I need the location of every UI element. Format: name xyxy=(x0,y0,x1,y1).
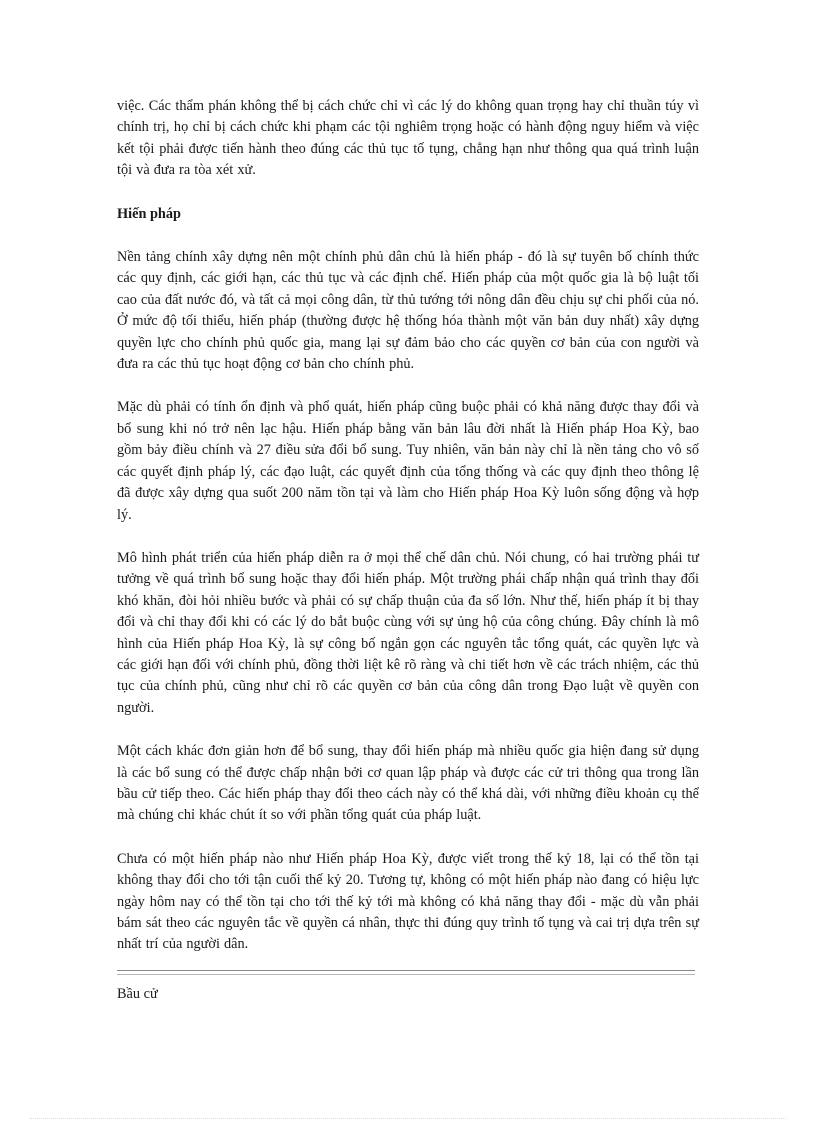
page-bottom-border xyxy=(30,1118,786,1119)
document-page xyxy=(117,96,699,1005)
paragraph-1: Nền tảng chính xây dựng nên một chính phủ dân chủ là hiến pháp - đó là sự tuyên bố chính thức các quy định, các giới hạn, các thủ tục và các định chế. Hiến pháp của một quốc gia là bộ luật tối cao của đất nước đó, và tất cả mọi công dân, từ thủ tướng tới nông dân đều chịu sự chi phối của nó. Ở mức độ tối thiểu, hiến pháp (thường được hệ thống hóa thành một văn bản duy nhất) xây dựng quyền lực cho chính phủ quốc gia, mang lại sự đảm bảo cho các quyền cơ bản của con người và đưa ra các thủ tục hoạt động cơ bản cho chính phủ. xyxy=(117,249,699,373)
horizontal-divider xyxy=(117,970,695,975)
paragraph-5: Chưa có một hiến pháp nào như Hiến pháp Hoa Kỳ, được viết trong thế kỷ 18, lại có thể tồn tại không thay đổi cho tới tận cuối thế kỷ 20. Tương tự, không có một hiến pháp nào đang có hiệu lực ngày hôm nay có thể tồn tại cho tới thế kỷ tới mà không có khả năng thay đổi - mặc dù vẫn phải bám sát theo các nguyên tắc về quyền cá nhân, thực thi đúng quy trình tố tụng và cai trị dựa trên sự nhất trí của người dân. xyxy=(117,850,699,953)
paragraph-4: Một cách khác đơn giản hơn để bổ sung, thay đổi hiến pháp mà nhiều quốc gia hiện đang sử dụng là các bổ sung có thể được chấp nhận bởi cơ quan lập pháp và được các cử tri thông qua trong lần bầu cử tiếp theo. Các hiến pháp thay đổi theo cách này có thể khá dài, với những điều khoản cụ thể mà chúng chỉ khác chút ít so với phần tổng quát của pháp luật. xyxy=(117,743,699,824)
section-heading: Hiến pháp xyxy=(117,205,181,222)
paragraph-3: Mô hình phát triển của hiến pháp diễn ra ở mọi thể chế dân chủ. Nói chung, có hai trường phái tư tưởng về quá trình bổ sung hoặc thay đổi hiến pháp. Một trường phái chấp nhận quá trình thay đổi khó khăn, đòi hỏi nhiều bước và phải có sự chấp thuận của đa số lớn. Như thế, hiến pháp ít bị thay đổi và chỉ thay đổi khi có các lý do bắt buộc cùng với sự ủng hộ của công chúng. Đây chính là mô hình của Hiến pháp Hoa Kỳ, là sự công bố ngắn gọn các nguyên tắc tổng quát, các quyền lực và các giới hạn đối với chính phủ, đồng thời liệt kê rõ ràng và chi tiết hơn về các trách nhiệm, các thủ tục của chính phủ, cũng như chỉ rõ các quyền cơ bản của công dân trong Đạo luật về quyền con người. xyxy=(117,549,699,716)
next-section-label: Bầu cử xyxy=(117,985,158,1002)
paragraph-intro: việc. Các thẩm phán không thể bị cách chức chỉ vì các lý do không quan trọng hay chỉ thuần túy vì chính trị, họ chỉ bị cách chức khi phạm các tội nghiêm trọng hoặc có hành động nguy hiểm và việc kết tội phải được tiến hành theo đúng các thủ tục tố tụng, chẳng hạn như thông qua quá trình luận tội và đưa ra tòa xét xử. xyxy=(117,98,699,179)
paragraph-2: Mặc dù phải có tính ổn định và phổ quát, hiến pháp cũng buộc phải có khả năng được thay đổi và bổ sung khi nó trở nên lạc hậu. Hiến pháp bằng văn bản lâu đời nhất là Hiến pháp Hoa Kỳ, bao gồm bảy điều chính và 27 điều sửa đổi bổ sung. Tuy nhiên, văn bản này chỉ là nền tảng cho vô số các quyết định pháp lý, các đạo luật, các quyết định của tổng thống và các quy định theo thông lệ đã được xây dựng qua suốt 200 năm tồn tại và làm cho Hiến pháp Hoa Kỳ luôn sống động và hợp lý. xyxy=(117,399,699,523)
